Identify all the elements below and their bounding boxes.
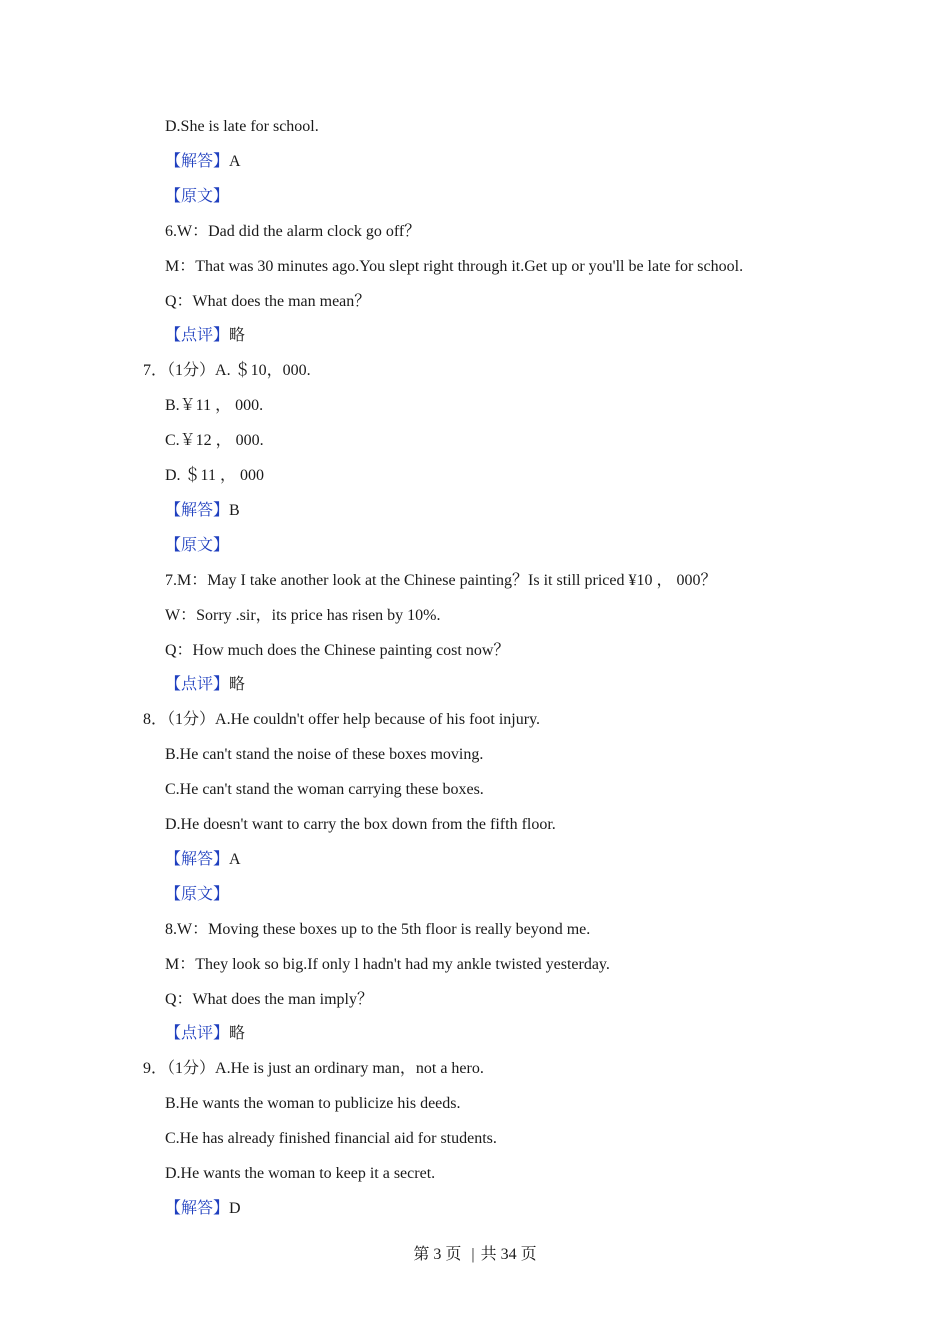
line-text: M：That was 30 minutes ago.You slept right through it.Get up or you'll be late for school.: [165, 258, 744, 275]
line-text: Q：How much does the Chinese painting cost now？: [165, 642, 510, 659]
text-line: [165, 1163, 435, 1185]
line-text: Q：What does the man mean？: [165, 293, 371, 310]
section-label-line: [165, 325, 245, 347]
text-line: [165, 605, 441, 627]
question-item: [143, 709, 540, 731]
section-tag: 【解答】: [165, 851, 230, 868]
line-text: W：Sorry .sir，its price has risen by 10%.: [165, 607, 441, 624]
section-tag: 【点评】: [165, 676, 230, 693]
line-text: D.He doesn't want to carry the box down from the fifth floor.: [165, 816, 556, 833]
line-text: C.He has already finished financial aid for students.: [165, 1130, 497, 1147]
text-line: [165, 779, 484, 801]
question-number: 9．（1分）: [143, 1060, 216, 1077]
line-text: B: [229, 502, 240, 519]
section-tag: 【原文】: [165, 537, 230, 554]
section-label-line: [165, 674, 245, 696]
page-footer: [0, 1244, 950, 1266]
section-label-line: [165, 884, 229, 906]
section-tag: 【点评】: [165, 1025, 230, 1042]
line-text: 7.M：May I take another look at the Chinese painting？Is it still priced ¥10 ， 000？: [165, 572, 717, 589]
section-label-line: [165, 151, 241, 173]
text-line: [165, 1093, 461, 1115]
text-line: [165, 395, 263, 417]
line-text: 6.W：Dad did the alarm clock go off？: [165, 223, 421, 240]
question-item: [143, 1058, 484, 1080]
line-text: A: [229, 851, 241, 868]
line-text: D. ＄11 ， 000: [165, 467, 264, 484]
line-text: 略: [229, 1025, 246, 1042]
line-text: A. ＄10，000.: [215, 362, 311, 379]
page-total: 共 34 页: [480, 1246, 537, 1263]
text-line: [165, 814, 556, 836]
text-line: [165, 919, 590, 941]
section-tag: 【点评】: [165, 327, 230, 344]
question-number: 8．（1分）: [143, 711, 216, 728]
text-line: [165, 954, 610, 976]
text-line: [165, 291, 370, 313]
line-text: D: [229, 1200, 241, 1217]
text-line: [165, 465, 264, 487]
line-text: Q：What does the man imply？: [165, 991, 373, 1008]
line-text: C.He can't stand the woman carrying these boxes.: [165, 781, 484, 798]
line-text: D.She is late for school.: [165, 118, 319, 135]
text-line: [165, 640, 509, 662]
line-text: A.He couldn't offer help because of his foot injury.: [215, 711, 541, 728]
section-label-line: [165, 1198, 241, 1220]
text-line: [165, 989, 373, 1011]
section-label-line: [165, 1023, 245, 1045]
section-label-line: [165, 849, 241, 871]
line-text: B.￥11 ， 000.: [165, 397, 264, 414]
text-line: [165, 256, 743, 278]
section-label-line: [165, 500, 240, 522]
line-text: 8.W：Moving these boxes up to the 5th floor is really beyond me.: [165, 921, 591, 938]
text-line: [165, 570, 716, 592]
line-text: 略: [229, 676, 246, 693]
section-tag: 【原文】: [165, 886, 230, 903]
question-item: [143, 360, 311, 382]
text-line: [165, 221, 420, 243]
section-tag: 【解答】: [165, 502, 230, 519]
line-text: C.￥12 ， 000.: [165, 432, 264, 449]
section-tag: 【解答】: [165, 153, 230, 170]
text-line: [165, 430, 264, 452]
line-text: A.He is just an ordinary man，not a hero.: [215, 1060, 484, 1077]
question-number: 7．（1分）: [143, 362, 216, 379]
footer-separator: |: [471, 1246, 475, 1263]
page-number: 第 3 页: [413, 1246, 462, 1263]
line-text: M：They look so big.If only l hadn't had my ankle twisted yesterday.: [165, 956, 610, 973]
line-text: 略: [229, 327, 246, 344]
section-tag: 【解答】: [165, 1200, 230, 1217]
text-line: [165, 1128, 497, 1150]
line-text: B.He wants the woman to publicize his deeds.: [165, 1095, 461, 1112]
section-label-line: [165, 186, 229, 208]
section-label-line: [165, 535, 229, 557]
line-text: A: [229, 153, 241, 170]
line-text: B.He can't stand the noise of these boxes moving.: [165, 746, 484, 763]
section-tag: 【原文】: [165, 188, 230, 205]
text-line: [165, 116, 319, 138]
line-text: D.He wants the woman to keep it a secret.: [165, 1165, 436, 1182]
text-line: [165, 744, 483, 766]
